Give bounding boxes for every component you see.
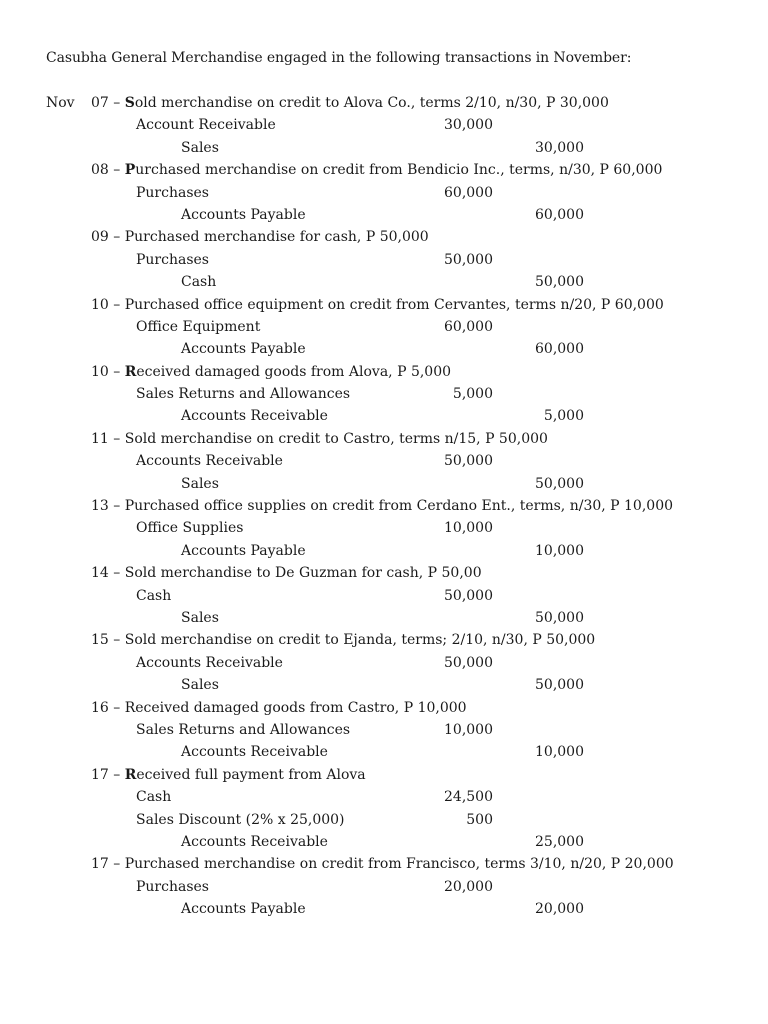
transaction-header	[0, 364, 768, 386]
transaction-description	[91, 364, 451, 380]
transaction-date: 14	[91, 565, 109, 582]
credit-account: Sales	[181, 677, 219, 694]
credit-entry	[0, 341, 768, 363]
credit-account: Accounts Payable	[181, 542, 306, 559]
debit-entry	[0, 117, 768, 139]
transaction-text: eceived full payment from Alova	[136, 766, 366, 783]
dash-separator: –	[108, 565, 125, 582]
transaction-header	[0, 632, 768, 654]
credit-entry	[0, 834, 768, 856]
transaction-header	[0, 95, 768, 117]
credit-account: Sales	[181, 475, 219, 492]
transaction-text: eceived damaged goods from Alova, P 5,000	[136, 363, 452, 380]
debit-entry	[0, 252, 768, 274]
credit-account: Accounts Receivable	[181, 408, 328, 425]
debit-account: Sales Returns and Allowances	[136, 386, 351, 403]
credit-entry	[0, 476, 768, 498]
transaction-date: 11	[91, 430, 109, 447]
debit-account: Office Equipment	[136, 318, 261, 335]
debit-account: Purchases	[136, 878, 209, 895]
credit-entry	[0, 744, 768, 766]
credit-account: Cash	[181, 274, 217, 291]
transaction-description	[91, 565, 482, 581]
transaction-date: 08	[91, 162, 109, 179]
transaction-header	[0, 431, 768, 453]
transaction-date: 17	[91, 766, 109, 783]
debit-amount: 60,000	[444, 184, 493, 201]
debit-account: Sales Discount (2% x 25,000)	[136, 811, 345, 828]
debit-amount: 30,000	[444, 117, 493, 134]
journal-entries	[0, 95, 768, 923]
transaction-header	[0, 297, 768, 319]
transaction-header	[0, 767, 768, 789]
transaction-description	[91, 700, 467, 716]
transaction-text: Sold merchandise on credit to Castro, terms n/15, P 50,000	[124, 430, 548, 447]
dash-separator: –	[108, 498, 125, 515]
transaction-lead-letter: R	[124, 766, 137, 783]
dash-separator: –	[108, 229, 125, 246]
transaction-text: Sold merchandise to De Guzman for cash, P 50,00	[124, 565, 482, 582]
credit-amount: 10,000	[535, 542, 584, 559]
transaction-date: 10	[91, 363, 109, 380]
transaction-description	[91, 95, 609, 111]
debit-entry	[0, 319, 768, 341]
debit-amount: 500	[466, 811, 493, 828]
transaction-header	[0, 700, 768, 722]
transaction-date: 17	[91, 856, 109, 873]
dash-separator: –	[108, 95, 125, 111]
credit-entry	[0, 207, 768, 229]
credit-amount: 10,000	[535, 744, 584, 761]
debit-account: Purchases	[136, 184, 209, 201]
credit-entry	[0, 677, 768, 699]
dash-separator: –	[108, 430, 125, 447]
debit-amount: 24,500	[444, 789, 493, 806]
month-label: Nov	[46, 95, 75, 111]
debit-amount: 50,000	[444, 654, 493, 671]
transaction-text: old merchandise on credit to Alova Co., terms 2/10, n/30, P 30,000	[134, 95, 609, 111]
transaction-description	[91, 767, 366, 783]
transaction-description	[91, 229, 429, 245]
credit-account: Accounts Payable	[181, 901, 306, 918]
debit-account: Accounts Receivable	[136, 654, 283, 671]
debit-amount: 10,000	[444, 520, 493, 537]
credit-amount: 5,000	[543, 408, 584, 425]
transaction-date: 09	[91, 229, 109, 246]
transaction-date: 13	[91, 498, 109, 515]
credit-entry	[0, 140, 768, 162]
debit-entry	[0, 588, 768, 610]
debit-account: Accounts Receivable	[136, 453, 283, 470]
transaction-header	[0, 229, 768, 251]
credit-amount: 20,000	[535, 901, 584, 918]
credit-amount: 30,000	[535, 139, 584, 156]
transaction-lead-letter: P	[124, 162, 136, 179]
debit-entry	[0, 722, 768, 744]
credit-amount: 50,000	[535, 274, 584, 291]
credit-amount: 50,000	[535, 475, 584, 492]
transaction-text: Purchased office supplies on credit from Cerdano Ent., terms, n/30, P 10,000	[124, 498, 674, 515]
credit-amount: 50,000	[535, 677, 584, 694]
dash-separator: –	[108, 363, 125, 380]
debit-entry	[0, 185, 768, 207]
debit-entry	[0, 655, 768, 677]
debit-account: Cash	[136, 587, 172, 604]
transaction-description	[91, 297, 664, 313]
transaction-text: Sold merchandise on credit to Ejanda, terms; 2/10, n/30, P 50,000	[124, 632, 596, 649]
dash-separator: –	[108, 632, 125, 649]
debit-entry	[0, 453, 768, 475]
credit-account: Sales	[181, 609, 219, 626]
debit-account: Purchases	[136, 251, 209, 268]
debit-amount: 60,000	[444, 318, 493, 335]
debit-amount: 50,000	[444, 453, 493, 470]
debit-entry	[0, 520, 768, 542]
credit-amount: 60,000	[535, 206, 584, 223]
debit-entry	[0, 386, 768, 408]
credit-account: Accounts Payable	[181, 341, 306, 358]
debit-account: Office Supplies	[136, 520, 244, 537]
debit-amount: 5,000	[452, 386, 493, 403]
credit-account: Sales	[181, 139, 219, 156]
debit-entry	[0, 789, 768, 811]
credit-account: Accounts Receivable	[181, 833, 328, 850]
transaction-date: 07	[91, 95, 109, 111]
debit-amount: 10,000	[444, 721, 493, 738]
debit-entry	[0, 812, 768, 834]
credit-amount: 60,000	[535, 341, 584, 358]
credit-amount: 25,000	[535, 833, 584, 850]
debit-amount: 20,000	[444, 878, 493, 895]
transaction-header	[0, 565, 768, 587]
credit-entry	[0, 543, 768, 565]
credit-entry	[0, 901, 768, 923]
transaction-text: urchased merchandise on credit from Bendicio Inc., terms, n/30, P 60,000	[135, 162, 663, 179]
dash-separator: –	[108, 856, 125, 873]
transaction-text: Purchased merchandise for cash, P 50,000	[124, 229, 429, 246]
credit-entry	[0, 610, 768, 632]
debit-account: Cash	[136, 789, 172, 806]
transaction-header	[0, 162, 768, 184]
transaction-text: Purchased office equipment on credit from Cervantes, terms n/20, P 60,000	[124, 296, 664, 313]
transaction-lead-letter: S	[124, 95, 135, 111]
transaction-date: 16	[91, 699, 109, 716]
transaction-date: 10	[91, 296, 109, 313]
credit-account: Accounts Payable	[181, 206, 306, 223]
transaction-description	[91, 856, 674, 872]
transaction-header	[0, 856, 768, 878]
transaction-description	[91, 162, 662, 178]
credit-account: Accounts Receivable	[181, 744, 328, 761]
transaction-text: Purchased merchandise on credit from Francisco, terms 3/10, n/20, P 20,000	[124, 856, 674, 873]
debit-account: Account Receivable	[136, 117, 276, 134]
debit-entry	[0, 879, 768, 901]
dash-separator: –	[108, 766, 125, 783]
credit-entry	[0, 274, 768, 296]
transaction-header	[0, 498, 768, 520]
debit-amount: 50,000	[444, 251, 493, 268]
debit-amount: 50,000	[444, 587, 493, 604]
transaction-description	[91, 431, 548, 447]
transaction-lead-letter: R	[124, 363, 137, 380]
dash-separator: –	[108, 296, 125, 313]
transaction-text: Received damaged goods from Castro, P 10,000	[124, 699, 467, 716]
transaction-description	[91, 632, 595, 648]
transaction-description	[91, 498, 673, 514]
credit-amount: 50,000	[535, 609, 584, 626]
debit-account: Sales Returns and Allowances	[136, 721, 351, 738]
dash-separator: –	[108, 699, 125, 716]
credit-entry	[0, 408, 768, 430]
intro-text: Casubha General Merchandise engaged in the following transactions in November:	[46, 50, 632, 66]
transaction-date: 15	[91, 632, 109, 649]
dash-separator: –	[108, 162, 125, 179]
